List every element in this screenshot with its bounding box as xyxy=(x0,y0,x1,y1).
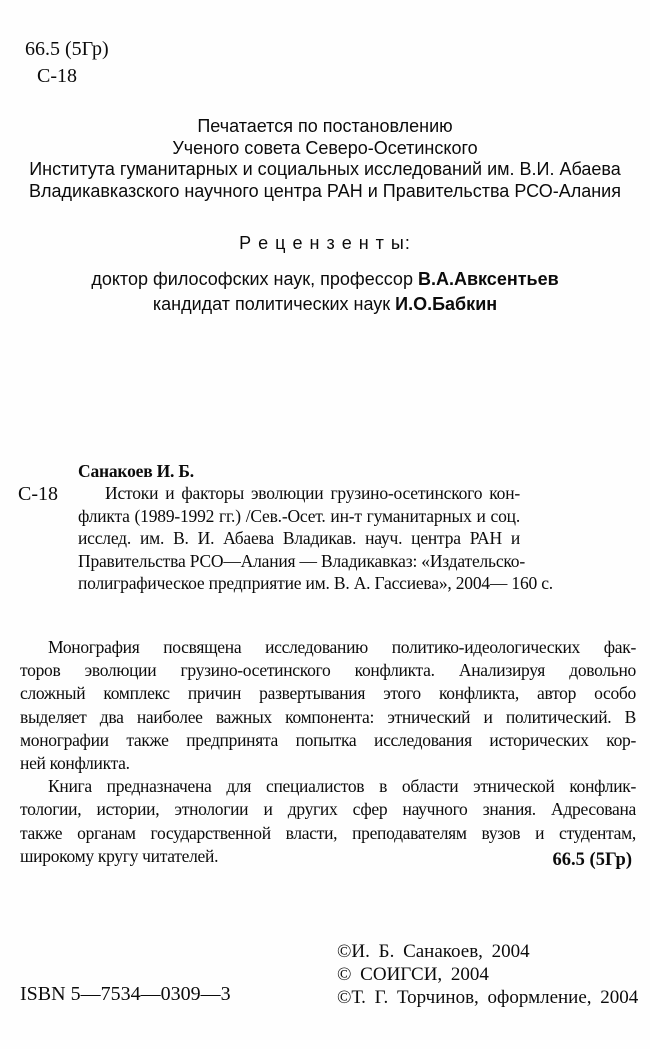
author-sign-top: С-18 xyxy=(37,65,77,87)
text-line: фликта (1989-1992 гг.) /Сев.-Осет. ин-т гуманитарных и соц. xyxy=(78,505,520,526)
text-line: сложный комплекс причин развертывания этого конфликта, автор особо xyxy=(20,683,636,704)
reviewer-title: доктор философских наук, профессор xyxy=(91,269,418,289)
text-line: Монография посвящена исследованию политико-идеологических фак- xyxy=(48,637,636,657)
text-line: © СОИГСИ, 2004 xyxy=(337,964,489,985)
copyright-block xyxy=(337,940,638,1009)
reviewer-title: кандидат политических наук xyxy=(152,293,396,314)
text-line: монографии также предпринята попытка исследования исторических кор- xyxy=(20,729,636,750)
reviewer-line xyxy=(0,267,650,292)
text-line: Истоки и факторы эволюции грузино-осетинского кон- xyxy=(105,483,520,504)
text-line: ©Т. Г. Торчинов, оформление, 2004 xyxy=(337,987,639,1008)
text-line: Института гуманитарных и социальных исследований им. В.И. Абаева xyxy=(29,159,621,180)
reviewers-section xyxy=(0,233,650,316)
text-line: также органам государственной власти, преподавателям вузов и студентам, xyxy=(20,822,636,843)
text-line: тологии, истории, этнологии и других сфер научного знания. Адресована xyxy=(20,799,636,820)
reviewers-heading: Р е ц е н з е н т ы: xyxy=(239,233,411,253)
bbk-code-top: 66.5 (5Гр) xyxy=(25,38,109,60)
print-resolution xyxy=(0,116,650,203)
classification-codes xyxy=(25,36,109,90)
catalog-description xyxy=(78,482,553,594)
text-line: выделяет два наиболее важных компонента: этнический и политический. В xyxy=(20,706,636,727)
annotation-paragraph xyxy=(20,775,636,868)
text-line: Книга предназначена для специалистов в области этнической конфлик- xyxy=(48,776,636,797)
text-line: ней конфликта. xyxy=(20,753,130,774)
text-line: исслед. им. В. И. Абаева Владикав. науч. центра РАН и xyxy=(78,528,520,549)
isbn: ISBN 5—7534—0309—3 xyxy=(20,983,231,1005)
text-line: широкому кругу читателей. xyxy=(20,845,219,866)
text-line: Владикавказского научного центра РАН и Правительства РСО-Алания xyxy=(29,181,621,202)
annotation-paragraph xyxy=(20,636,636,775)
text-line: полиграфическое предприятие им. В. А. Гассиева», 2004— 160 с. xyxy=(78,573,553,594)
bbk-code-bottom: 66.5 (5Гр) xyxy=(552,850,632,870)
catalog-author: Санакоев И. Б. xyxy=(78,461,194,481)
reviewer-name: И.О.Бабкин xyxy=(395,293,498,314)
reviewer-line xyxy=(0,292,650,317)
reviewer-name: В.А.Авксентьев xyxy=(417,269,559,289)
text-line: Правительства РСО—Алания — Владикавказ: «Издательско- xyxy=(78,550,525,571)
catalog-card xyxy=(78,460,553,594)
text-line: Ученого совета Северо-Осетинского xyxy=(172,137,478,158)
text-line: торов эволюции грузино-осетинского конфликта. Анализируя довольно xyxy=(20,660,636,681)
text-line: ©И. Б. Санакоев, 2004 xyxy=(337,941,530,962)
text-line: Печатается по постановлению xyxy=(197,116,453,136)
annotation xyxy=(20,636,636,868)
catalog-author-sign: С-18 xyxy=(18,483,58,505)
